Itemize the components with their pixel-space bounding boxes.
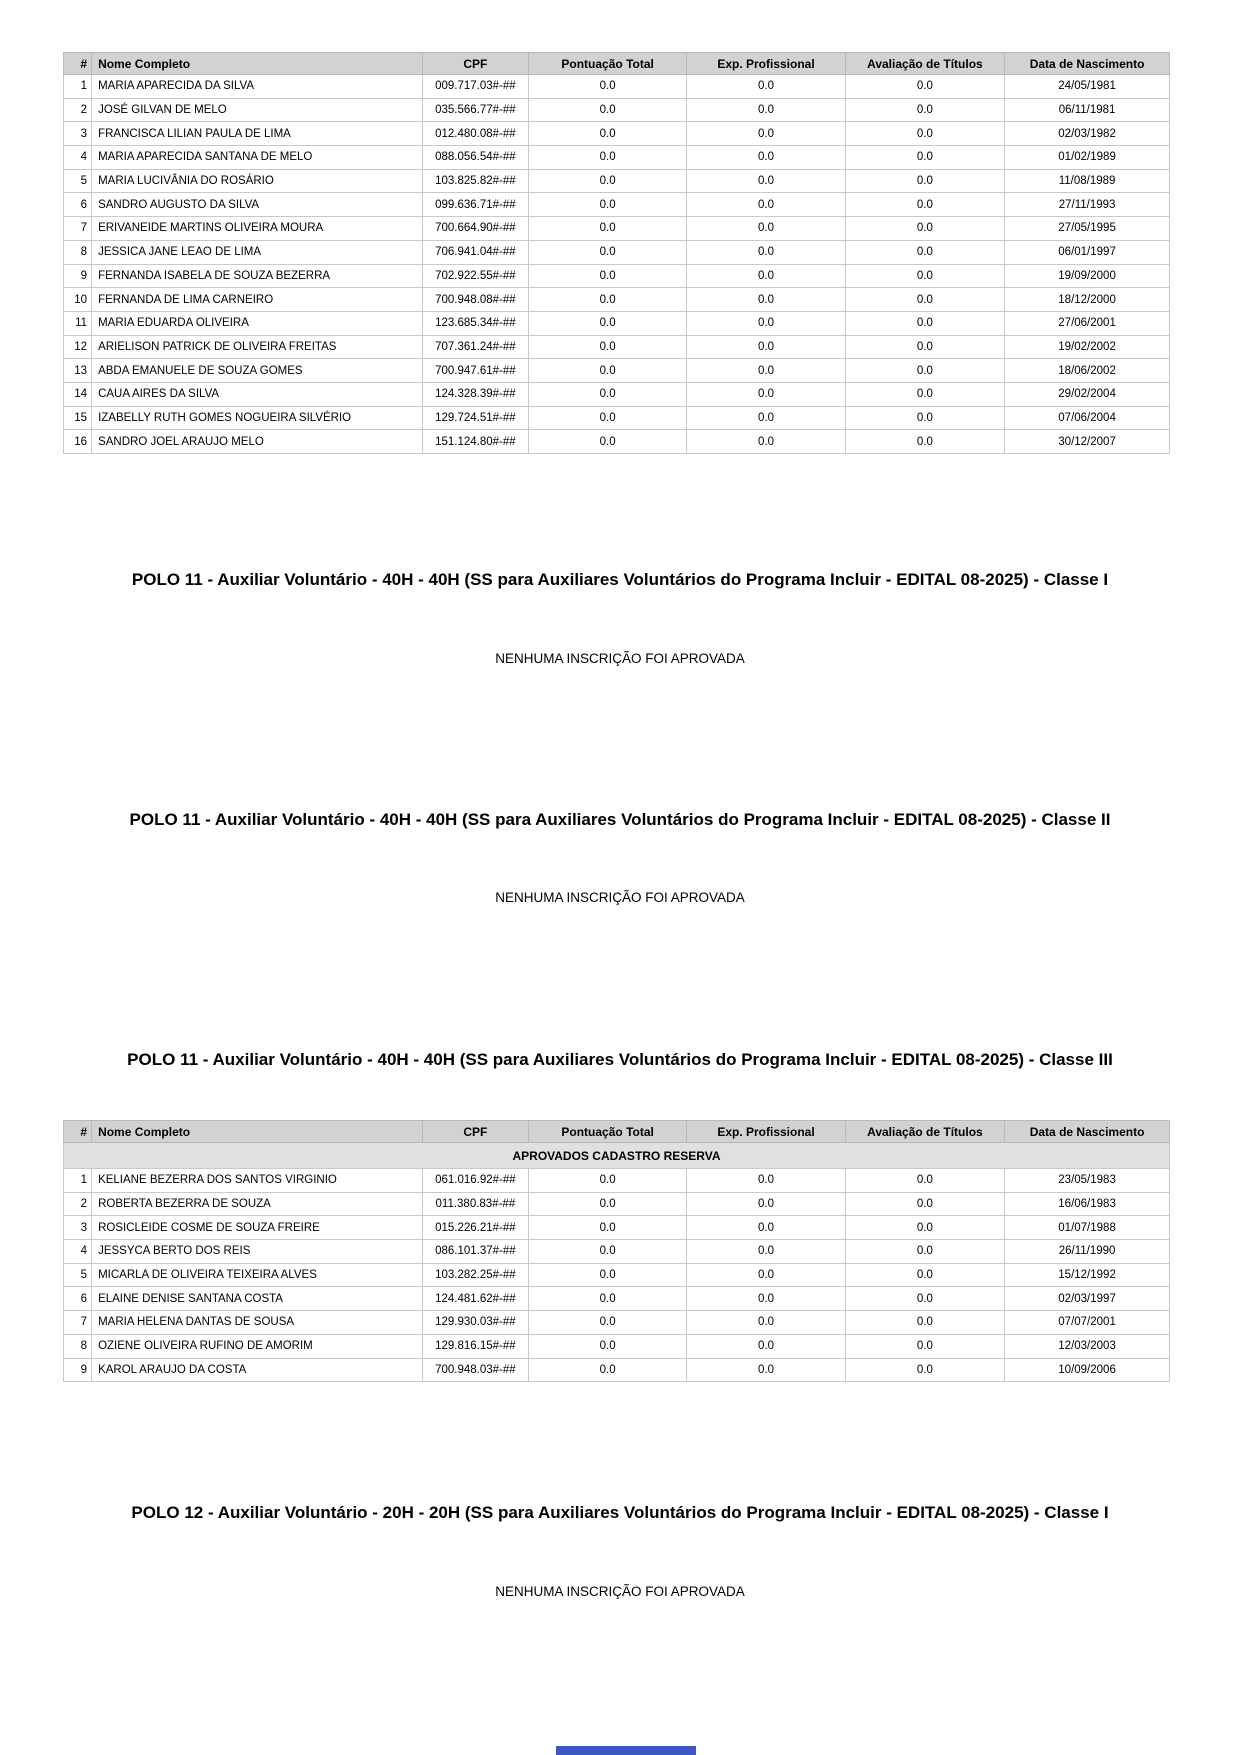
table-row xyxy=(64,1192,1170,1216)
cell: 0.0 xyxy=(845,264,1004,288)
column-header: # xyxy=(64,1121,92,1143)
cell: 0.0 xyxy=(845,288,1004,312)
cell: 0.0 xyxy=(687,122,845,146)
cell: 9 xyxy=(64,264,92,288)
cell: MARIA APARECIDA DA SILVA xyxy=(92,75,423,99)
cell: 0.0 xyxy=(845,1263,1004,1287)
cell: 0.0 xyxy=(528,1216,686,1240)
approved-candidates-table xyxy=(63,52,1170,454)
cell: 035.566.77#-## xyxy=(422,98,528,122)
table-row xyxy=(64,382,1170,406)
cell: 0.0 xyxy=(687,406,845,430)
cell: 103.282.25#-## xyxy=(422,1263,528,1287)
table-row xyxy=(64,1334,1170,1358)
cell: MARIA APARECIDA SANTANA DE MELO xyxy=(92,146,423,170)
cell: 129.930.03#-## xyxy=(422,1311,528,1335)
table-row xyxy=(64,146,1170,170)
cell: ELAINE DENISE SANTANA COSTA xyxy=(92,1287,423,1311)
cell: 10/09/2006 xyxy=(1005,1358,1170,1382)
cell: 06/11/1981 xyxy=(1005,98,1170,122)
cell: 10 xyxy=(64,288,92,312)
cell: 3 xyxy=(64,1216,92,1240)
cell: 3 xyxy=(64,122,92,146)
cell: 27/11/1993 xyxy=(1005,193,1170,217)
cell: 4 xyxy=(64,146,92,170)
no-approved-message: NENHUMA INSCRIÇÃO FOI APROVADA xyxy=(495,651,745,666)
cell: 16 xyxy=(64,430,92,454)
cell: 0.0 xyxy=(845,382,1004,406)
polo-section-heading: POLO 11 - Auxiliar Voluntário - 40H - 40H (SS para Auxiliares Voluntários do Programa Incluir - EDITAL 08-2025) - Classe I xyxy=(131,570,1109,589)
cell: 0.0 xyxy=(845,311,1004,335)
cell: 0.0 xyxy=(845,1334,1004,1358)
cell: 0.0 xyxy=(528,359,686,383)
table-row xyxy=(64,169,1170,193)
column-header: Avaliação de Títulos xyxy=(845,1121,1004,1143)
cell: 0.0 xyxy=(845,359,1004,383)
cell: 0.0 xyxy=(687,1287,845,1311)
cell: 061.016.92#-## xyxy=(422,1169,528,1193)
cell: JOSÉ GILVAN DE MELO xyxy=(92,98,423,122)
cell: 0.0 xyxy=(528,217,686,241)
cell: 0.0 xyxy=(687,311,845,335)
cell: 0.0 xyxy=(528,1263,686,1287)
cell: 0.0 xyxy=(528,98,686,122)
cell: 0.0 xyxy=(687,217,845,241)
cell: 07/07/2001 xyxy=(1005,1311,1170,1335)
cell: 8 xyxy=(64,240,92,264)
cell: 01/02/1989 xyxy=(1005,146,1170,170)
column-header: Exp. Profissional xyxy=(687,1121,845,1143)
cell: 0.0 xyxy=(687,430,845,454)
cell: 18/12/2000 xyxy=(1005,288,1170,312)
cell: SANDRO JOEL ARAUJO MELO xyxy=(92,430,423,454)
partial-blue-element xyxy=(556,1746,696,1755)
cell: 0.0 xyxy=(528,75,686,99)
column-header: Data de Nascimento xyxy=(1005,53,1170,75)
polo-section-heading: POLO 11 - Auxiliar Voluntário - 40H - 40H (SS para Auxiliares Voluntários do Programa Incluir - EDITAL 08-2025) - Classe III xyxy=(127,1050,1113,1069)
cell: 129.816.15#-## xyxy=(422,1334,528,1358)
cell: 13 xyxy=(64,359,92,383)
cell: 706.941.04#-## xyxy=(422,240,528,264)
table-row xyxy=(64,75,1170,99)
cell: 0.0 xyxy=(528,335,686,359)
cell: 0.0 xyxy=(687,1192,845,1216)
cell: 0.0 xyxy=(687,1311,845,1335)
cell: 009.717.03#-## xyxy=(422,75,528,99)
cell: 0.0 xyxy=(687,75,845,99)
cell: 012.480.08#-## xyxy=(422,122,528,146)
cell: 0.0 xyxy=(845,240,1004,264)
banner-cell: APROVADOS CADASTRO RESERVA xyxy=(64,1143,1170,1169)
cell: 2 xyxy=(64,98,92,122)
cell: 0.0 xyxy=(687,1240,845,1264)
cell: KELIANE BEZERRA DOS SANTOS VIRGINIO xyxy=(92,1169,423,1193)
cell: 4 xyxy=(64,1240,92,1264)
cell: 0.0 xyxy=(845,1358,1004,1382)
cell: 0.0 xyxy=(687,1216,845,1240)
table-row xyxy=(64,122,1170,146)
cell: 129.724.51#-## xyxy=(422,406,528,430)
polo-section-heading: POLO 12 - Auxiliar Voluntário - 20H - 20H (SS para Auxiliares Voluntários do Programa Incluir - EDITAL 08-2025) - Classe I xyxy=(131,1503,1109,1522)
no-approved-message: NENHUMA INSCRIÇÃO FOI APROVADA xyxy=(495,890,745,905)
no-approved-message: NENHUMA INSCRIÇÃO FOI APROVADA xyxy=(495,1584,745,1599)
table-row xyxy=(64,359,1170,383)
table-row xyxy=(64,1358,1170,1382)
cell: 16/06/1983 xyxy=(1005,1192,1170,1216)
cell: 0.0 xyxy=(528,288,686,312)
column-header: CPF xyxy=(422,53,528,75)
cell: 0.0 xyxy=(687,1169,845,1193)
cell: KAROL ARAUJO DA COSTA xyxy=(92,1358,423,1382)
cell: 18/06/2002 xyxy=(1005,359,1170,383)
column-header: Avaliação de Títulos xyxy=(845,53,1004,75)
cell: 23/05/1983 xyxy=(1005,1169,1170,1193)
cell: 0.0 xyxy=(687,240,845,264)
cell: CAUA AIRES DA SILVA xyxy=(92,382,423,406)
cell: MARIA LUCIVÂNIA DO ROSÁRIO xyxy=(92,169,423,193)
cell: 15 xyxy=(64,406,92,430)
cell: 1 xyxy=(64,1169,92,1193)
column-header: Nome Completo xyxy=(92,1121,423,1143)
cell: 103.825.82#-## xyxy=(422,169,528,193)
banner-row xyxy=(64,1143,1170,1169)
cell: 0.0 xyxy=(845,122,1004,146)
column-header: Data de Nascimento xyxy=(1005,1121,1170,1143)
cell: 0.0 xyxy=(845,146,1004,170)
table-row xyxy=(64,240,1170,264)
cell: 700.948.08#-## xyxy=(422,288,528,312)
cell: 5 xyxy=(64,1263,92,1287)
cell: 27/05/1995 xyxy=(1005,217,1170,241)
cell: 0.0 xyxy=(845,217,1004,241)
cell: 0.0 xyxy=(845,1311,1004,1335)
column-header: Pontuação Total xyxy=(528,1121,686,1143)
cell: MARIA EDUARDA OLIVEIRA xyxy=(92,311,423,335)
cell: 1 xyxy=(64,75,92,99)
cell: 0.0 xyxy=(528,122,686,146)
cell: 0.0 xyxy=(687,1358,845,1382)
cell: 0.0 xyxy=(845,406,1004,430)
cell: FRANCISCA LILIAN PAULA DE LIMA xyxy=(92,122,423,146)
cell: 07/06/2004 xyxy=(1005,406,1170,430)
cell: 011.380.83#-## xyxy=(422,1192,528,1216)
cell: 0.0 xyxy=(528,169,686,193)
cell: 702.922.55#-## xyxy=(422,264,528,288)
cell: 707.361.24#-## xyxy=(422,335,528,359)
cell: 0.0 xyxy=(687,98,845,122)
cell: 0.0 xyxy=(528,1358,686,1382)
cell: FERNANDA ISABELA DE SOUZA BEZERRA xyxy=(92,264,423,288)
cell: 01/07/1988 xyxy=(1005,1216,1170,1240)
cell: 0.0 xyxy=(845,75,1004,99)
table-row xyxy=(64,264,1170,288)
cell: 700.947.61#-## xyxy=(422,359,528,383)
cell: ERIVANEIDE MARTINS OLIVEIRA MOURA xyxy=(92,217,423,241)
cell: 0.0 xyxy=(528,1287,686,1311)
cell: 0.0 xyxy=(687,288,845,312)
cell: 088.056.54#-## xyxy=(422,146,528,170)
cell: 015.226.21#-## xyxy=(422,1216,528,1240)
cell: 0.0 xyxy=(528,193,686,217)
cell: 0.0 xyxy=(687,1263,845,1287)
cell: 0.0 xyxy=(845,1287,1004,1311)
cell: 0.0 xyxy=(687,1334,845,1358)
cell: 0.0 xyxy=(528,240,686,264)
cell: ROSICLEIDE COSME DE SOUZA FREIRE xyxy=(92,1216,423,1240)
cell: JESSYCA BERTO DOS REIS xyxy=(92,1240,423,1264)
cell: MICARLA DE OLIVEIRA TEIXEIRA ALVES xyxy=(92,1263,423,1287)
cell: 0.0 xyxy=(528,1192,686,1216)
cell: 0.0 xyxy=(528,146,686,170)
cell: 0.0 xyxy=(845,1216,1004,1240)
table-row xyxy=(64,311,1170,335)
cell: 0.0 xyxy=(845,169,1004,193)
cell: 0.0 xyxy=(845,1192,1004,1216)
column-header: Pontuação Total xyxy=(528,53,686,75)
cell: 0.0 xyxy=(845,430,1004,454)
cell: 123.685.34#-## xyxy=(422,311,528,335)
cell: 15/12/1992 xyxy=(1005,1263,1170,1287)
table-row xyxy=(64,335,1170,359)
cell: ABDA EMANUELE DE SOUZA GOMES xyxy=(92,359,423,383)
cell: 0.0 xyxy=(687,382,845,406)
cell: IZABELLY RUTH GOMES NOGUEIRA SILVÉRIO xyxy=(92,406,423,430)
cell: 0.0 xyxy=(528,1334,686,1358)
cell: 30/12/2007 xyxy=(1005,430,1170,454)
cell: 12/03/2003 xyxy=(1005,1334,1170,1358)
cell: 26/11/1990 xyxy=(1005,1240,1170,1264)
cell: 099.636.71#-## xyxy=(422,193,528,217)
column-header: Nome Completo xyxy=(92,53,423,75)
table-row xyxy=(64,1263,1170,1287)
table-row xyxy=(64,430,1170,454)
cell: 6 xyxy=(64,193,92,217)
cell: 0.0 xyxy=(687,264,845,288)
cell: 0.0 xyxy=(845,335,1004,359)
table-row xyxy=(64,217,1170,241)
cell: 0.0 xyxy=(687,193,845,217)
cell: 0.0 xyxy=(528,382,686,406)
cell: 02/03/1982 xyxy=(1005,122,1170,146)
table-row xyxy=(64,288,1170,312)
table-row xyxy=(64,406,1170,430)
cell: OZIENE OLIVEIRA RUFINO DE AMORIM xyxy=(92,1334,423,1358)
column-header: Exp. Profissional xyxy=(687,53,845,75)
cell: 0.0 xyxy=(528,311,686,335)
cell: 0.0 xyxy=(687,359,845,383)
header-row xyxy=(64,1121,1170,1143)
cell: 151.124.80#-## xyxy=(422,430,528,454)
table-row xyxy=(64,1311,1170,1335)
table-row xyxy=(64,1216,1170,1240)
cell: 0.0 xyxy=(528,430,686,454)
cell: 06/01/1997 xyxy=(1005,240,1170,264)
cell: 0.0 xyxy=(528,1240,686,1264)
cell: 0.0 xyxy=(528,1169,686,1193)
cell: 086.101.37#-## xyxy=(422,1240,528,1264)
cell: ARIELISON PATRICK DE OLIVEIRA FREITAS xyxy=(92,335,423,359)
cell: 14 xyxy=(64,382,92,406)
cell: 7 xyxy=(64,217,92,241)
cell: 0.0 xyxy=(845,1169,1004,1193)
table-row xyxy=(64,1169,1170,1193)
table-row xyxy=(64,98,1170,122)
cell: 19/02/2002 xyxy=(1005,335,1170,359)
cell: 0.0 xyxy=(845,98,1004,122)
cell: FERNANDA DE LIMA CARNEIRO xyxy=(92,288,423,312)
cell: 0.0 xyxy=(687,169,845,193)
cell: 19/09/2000 xyxy=(1005,264,1170,288)
cell: 0.0 xyxy=(845,1240,1004,1264)
polo-section-heading: POLO 11 - Auxiliar Voluntário - 40H - 40H (SS para Auxiliares Voluntários do Programa Incluir - EDITAL 08-2025) - Classe II xyxy=(129,810,1111,829)
cell: 0.0 xyxy=(687,335,845,359)
cell: ROBERTA BEZERRA DE SOUZA xyxy=(92,1192,423,1216)
cell: 9 xyxy=(64,1358,92,1382)
cell: 27/06/2001 xyxy=(1005,311,1170,335)
cell: 0.0 xyxy=(687,146,845,170)
cell: 124.328.39#-## xyxy=(422,382,528,406)
cell: 11 xyxy=(64,311,92,335)
cell: MARIA HELENA DANTAS DE SOUSA xyxy=(92,1311,423,1335)
cell: 0.0 xyxy=(845,193,1004,217)
table-row xyxy=(64,1240,1170,1264)
cell: JESSICA JANE LEAO DE LIMA xyxy=(92,240,423,264)
cell: 12 xyxy=(64,335,92,359)
cell: 29/02/2004 xyxy=(1005,382,1170,406)
cell: 700.664.90#-## xyxy=(422,217,528,241)
table-row xyxy=(64,1287,1170,1311)
header-row xyxy=(64,53,1170,75)
cell: 5 xyxy=(64,169,92,193)
cell: 2 xyxy=(64,1192,92,1216)
cell: 700.948.03#-## xyxy=(422,1358,528,1382)
column-header: # xyxy=(64,53,92,75)
cell: 6 xyxy=(64,1287,92,1311)
cell: 0.0 xyxy=(528,264,686,288)
cell: 02/03/1997 xyxy=(1005,1287,1170,1311)
cadastro-reserva-table xyxy=(63,1120,1170,1382)
cell: 124.481.62#-## xyxy=(422,1287,528,1311)
cell: 7 xyxy=(64,1311,92,1335)
cell: 0.0 xyxy=(528,1311,686,1335)
column-header: CPF xyxy=(422,1121,528,1143)
cell: 24/05/1981 xyxy=(1005,75,1170,99)
cell: 0.0 xyxy=(528,406,686,430)
table-row xyxy=(64,193,1170,217)
cell: 8 xyxy=(64,1334,92,1358)
cell: SANDRO AUGUSTO DA SILVA xyxy=(92,193,423,217)
cell: 11/08/1989 xyxy=(1005,169,1170,193)
